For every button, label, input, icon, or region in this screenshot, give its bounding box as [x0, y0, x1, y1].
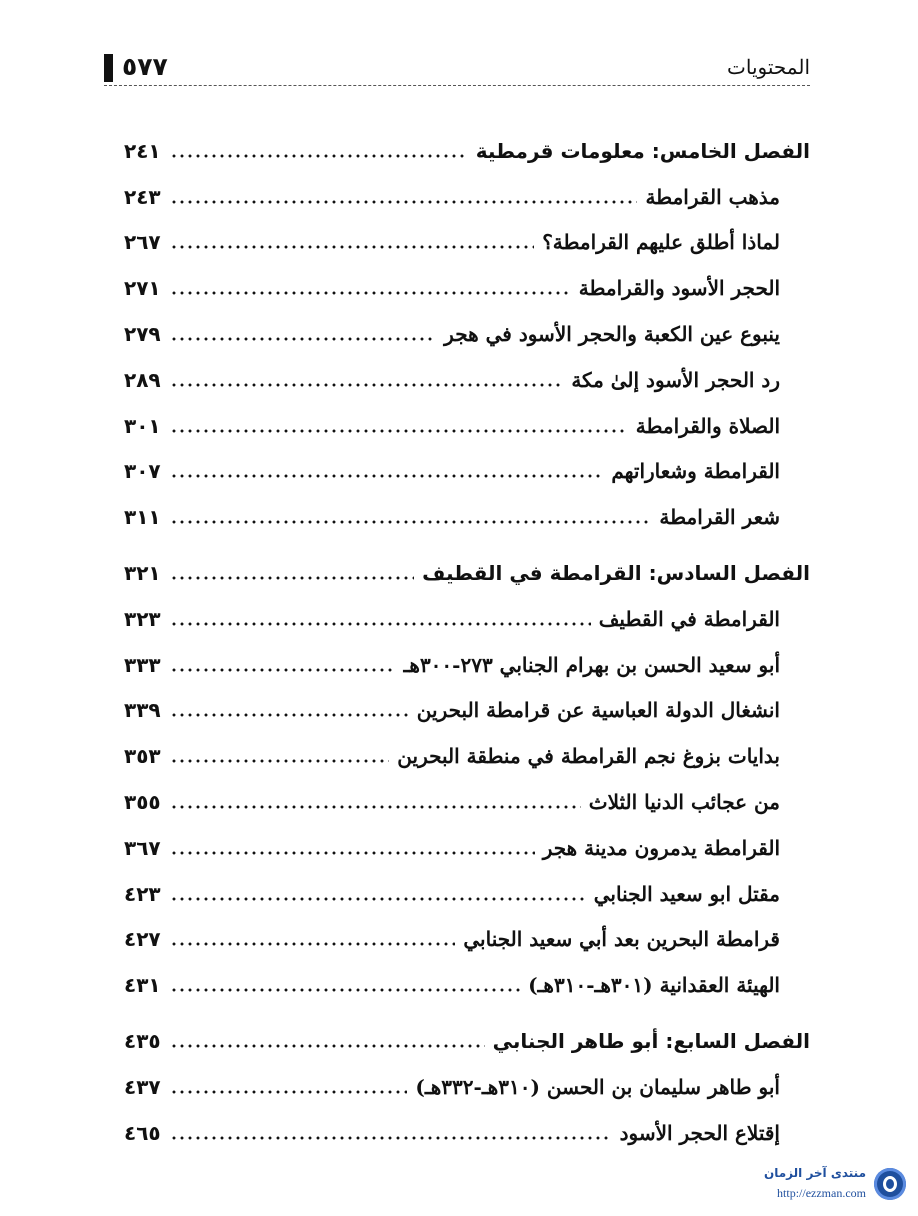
dot-leader: [170, 415, 628, 437]
dot-leader: [170, 562, 414, 584]
dot-leader: [170, 1076, 407, 1098]
dot-leader: [170, 883, 586, 905]
entry-title: قرامطة البحرين بعد أبي سعيد الجنابي: [463, 927, 780, 952]
page-ref: ٢٤١: [124, 138, 161, 163]
entry-title: القرامطة في القطيف: [598, 606, 780, 631]
toc-entry: [124, 449, 810, 495]
entry-title: انشغال الدولة العباسية عن قرامطة البحرين: [416, 698, 780, 723]
page-ref: ٣٢١: [124, 561, 161, 586]
entry-title: القرامطة وشعاراتهم: [611, 459, 780, 484]
toc-entry: [124, 871, 810, 917]
dot-leader: [170, 608, 591, 630]
section-gap: [124, 540, 810, 550]
dot-leader: [170, 837, 535, 859]
toc-entry: [124, 403, 810, 449]
page-number: ٥٧٧: [122, 52, 168, 81]
entry-title: بدايات بزوغ نجم القرامطة في منطقة البحرين: [397, 744, 780, 769]
header-rule: [104, 85, 810, 86]
dot-leader: [170, 1030, 485, 1052]
dot-leader: [170, 186, 637, 208]
dot-leader: [170, 460, 603, 482]
forum-url: http://ezzman.com: [777, 1186, 866, 1200]
toc-entry: [124, 311, 810, 357]
page-ref: ٣٥٥: [124, 790, 161, 815]
page-ref: ٢٧٩: [124, 322, 161, 347]
chapter-heading: [124, 128, 810, 174]
page-ref: ٤٣٥: [124, 1029, 161, 1054]
page-ref: ٣٢٣: [124, 606, 161, 631]
dot-leader: [170, 791, 581, 813]
toc-entry: [124, 357, 810, 403]
page-header: [104, 48, 810, 86]
entry-title: من عجائب الدنيا الثلاث: [588, 790, 780, 815]
toc-entry: [124, 733, 810, 779]
chapter-title: الفصل الخامس: معلومات قرمطية: [475, 138, 810, 163]
entry-title: الصلاة والقرامطة: [635, 413, 780, 438]
entry-title: الحجر الأسود والقرامطة: [578, 276, 780, 301]
chapter-title: الفصل السابع: أبو طاهر الجنابي: [492, 1029, 810, 1054]
entry-title: أبو سعيد الحسن بن بهرام الجنابي ٢٧٣-٣٠٠هـ: [403, 652, 780, 677]
table-of-contents: [124, 128, 810, 1156]
entry-title: ينبوع عين الكعبة والحجر الأسود في هجر: [444, 322, 780, 347]
dot-leader: [170, 1122, 612, 1144]
toc-entry: [124, 825, 810, 871]
entry-title: لماذا أطلق عليهم القرامطة؟: [542, 230, 780, 255]
forum-logo-icon: [874, 1168, 906, 1200]
entry-title: مذهب القرامطة: [645, 184, 780, 209]
page-ref: ٣٦٧: [124, 835, 161, 860]
page-ref: ٢٤٣: [124, 184, 161, 209]
forum-watermark: [726, 1166, 906, 1206]
page-ref: ٢٦٧: [124, 230, 161, 255]
page-ref: ٤٢٣: [124, 881, 161, 906]
toc-entry: [124, 779, 810, 825]
page-ref: ٣٥٣: [124, 744, 161, 769]
page-ref: ٣٣٣: [124, 652, 161, 677]
page-ref: ٤٦٥: [124, 1120, 161, 1145]
chapter-heading: [124, 550, 810, 596]
forum-name: منتدى آخر الزمان: [764, 1166, 866, 1180]
dot-leader: [170, 745, 389, 767]
toc-entry: [124, 1064, 810, 1110]
page-ref: ٣٠١: [124, 413, 161, 438]
entry-title: أبو طاهر سليمان بن الحسن (٣١٠هـ-٣٣٢هـ): [415, 1074, 780, 1099]
page-ref: ٢٧١: [124, 276, 161, 301]
page-ref: ٣١١: [124, 505, 161, 530]
toc-entry: [124, 220, 810, 266]
entry-title: إقتلاع الحجر الأسود: [619, 1120, 780, 1145]
toc-entry: [124, 596, 810, 642]
toc-entry: [124, 494, 810, 540]
dot-leader: [170, 277, 571, 299]
dot-leader: [170, 369, 563, 391]
toc-entry: [124, 1110, 810, 1156]
dot-leader: [170, 323, 436, 345]
chapter-heading: [124, 1018, 810, 1064]
page-ref: ٢٨٩: [124, 367, 161, 392]
dot-leader: [170, 231, 534, 253]
toc-entry: [124, 962, 810, 1008]
page-ref: ٤٣٧: [124, 1074, 161, 1099]
toc-entry: [124, 265, 810, 311]
entry-title: القرامطة يدمرون مدينة هجر: [542, 835, 780, 860]
running-title: المحتويات: [727, 55, 810, 79]
toc-entry: [124, 688, 810, 734]
dot-leader: [170, 974, 520, 996]
toc-entry: [124, 917, 810, 963]
page-ref: ٤٢٧: [124, 927, 161, 952]
chapter-title: الفصل السادس: القرامطة في القطيف: [422, 561, 810, 586]
entry-title: رد الحجر الأسود إلىٰ مكة: [571, 367, 780, 392]
toc-entry: [124, 174, 810, 220]
section-gap: [124, 1008, 810, 1018]
page-ref: ٤٣١: [124, 973, 161, 998]
toc-entry: [124, 642, 810, 688]
page-ref: ٣٣٩: [124, 698, 161, 723]
dot-leader: [170, 506, 651, 528]
dot-leader: [170, 654, 396, 676]
dot-leader: [170, 140, 468, 162]
page-ref: ٣٠٧: [124, 459, 161, 484]
entry-title: شعر القرامطة: [659, 505, 780, 530]
dot-leader: [170, 928, 455, 950]
header-bar: [104, 54, 113, 82]
dot-leader: [170, 699, 409, 721]
entry-title: مقتل ابو سعيد الجنابي: [593, 881, 780, 906]
entry-title: الهيئة العقدانية (٣٠١هـ-٣١٠هـ): [528, 973, 780, 998]
